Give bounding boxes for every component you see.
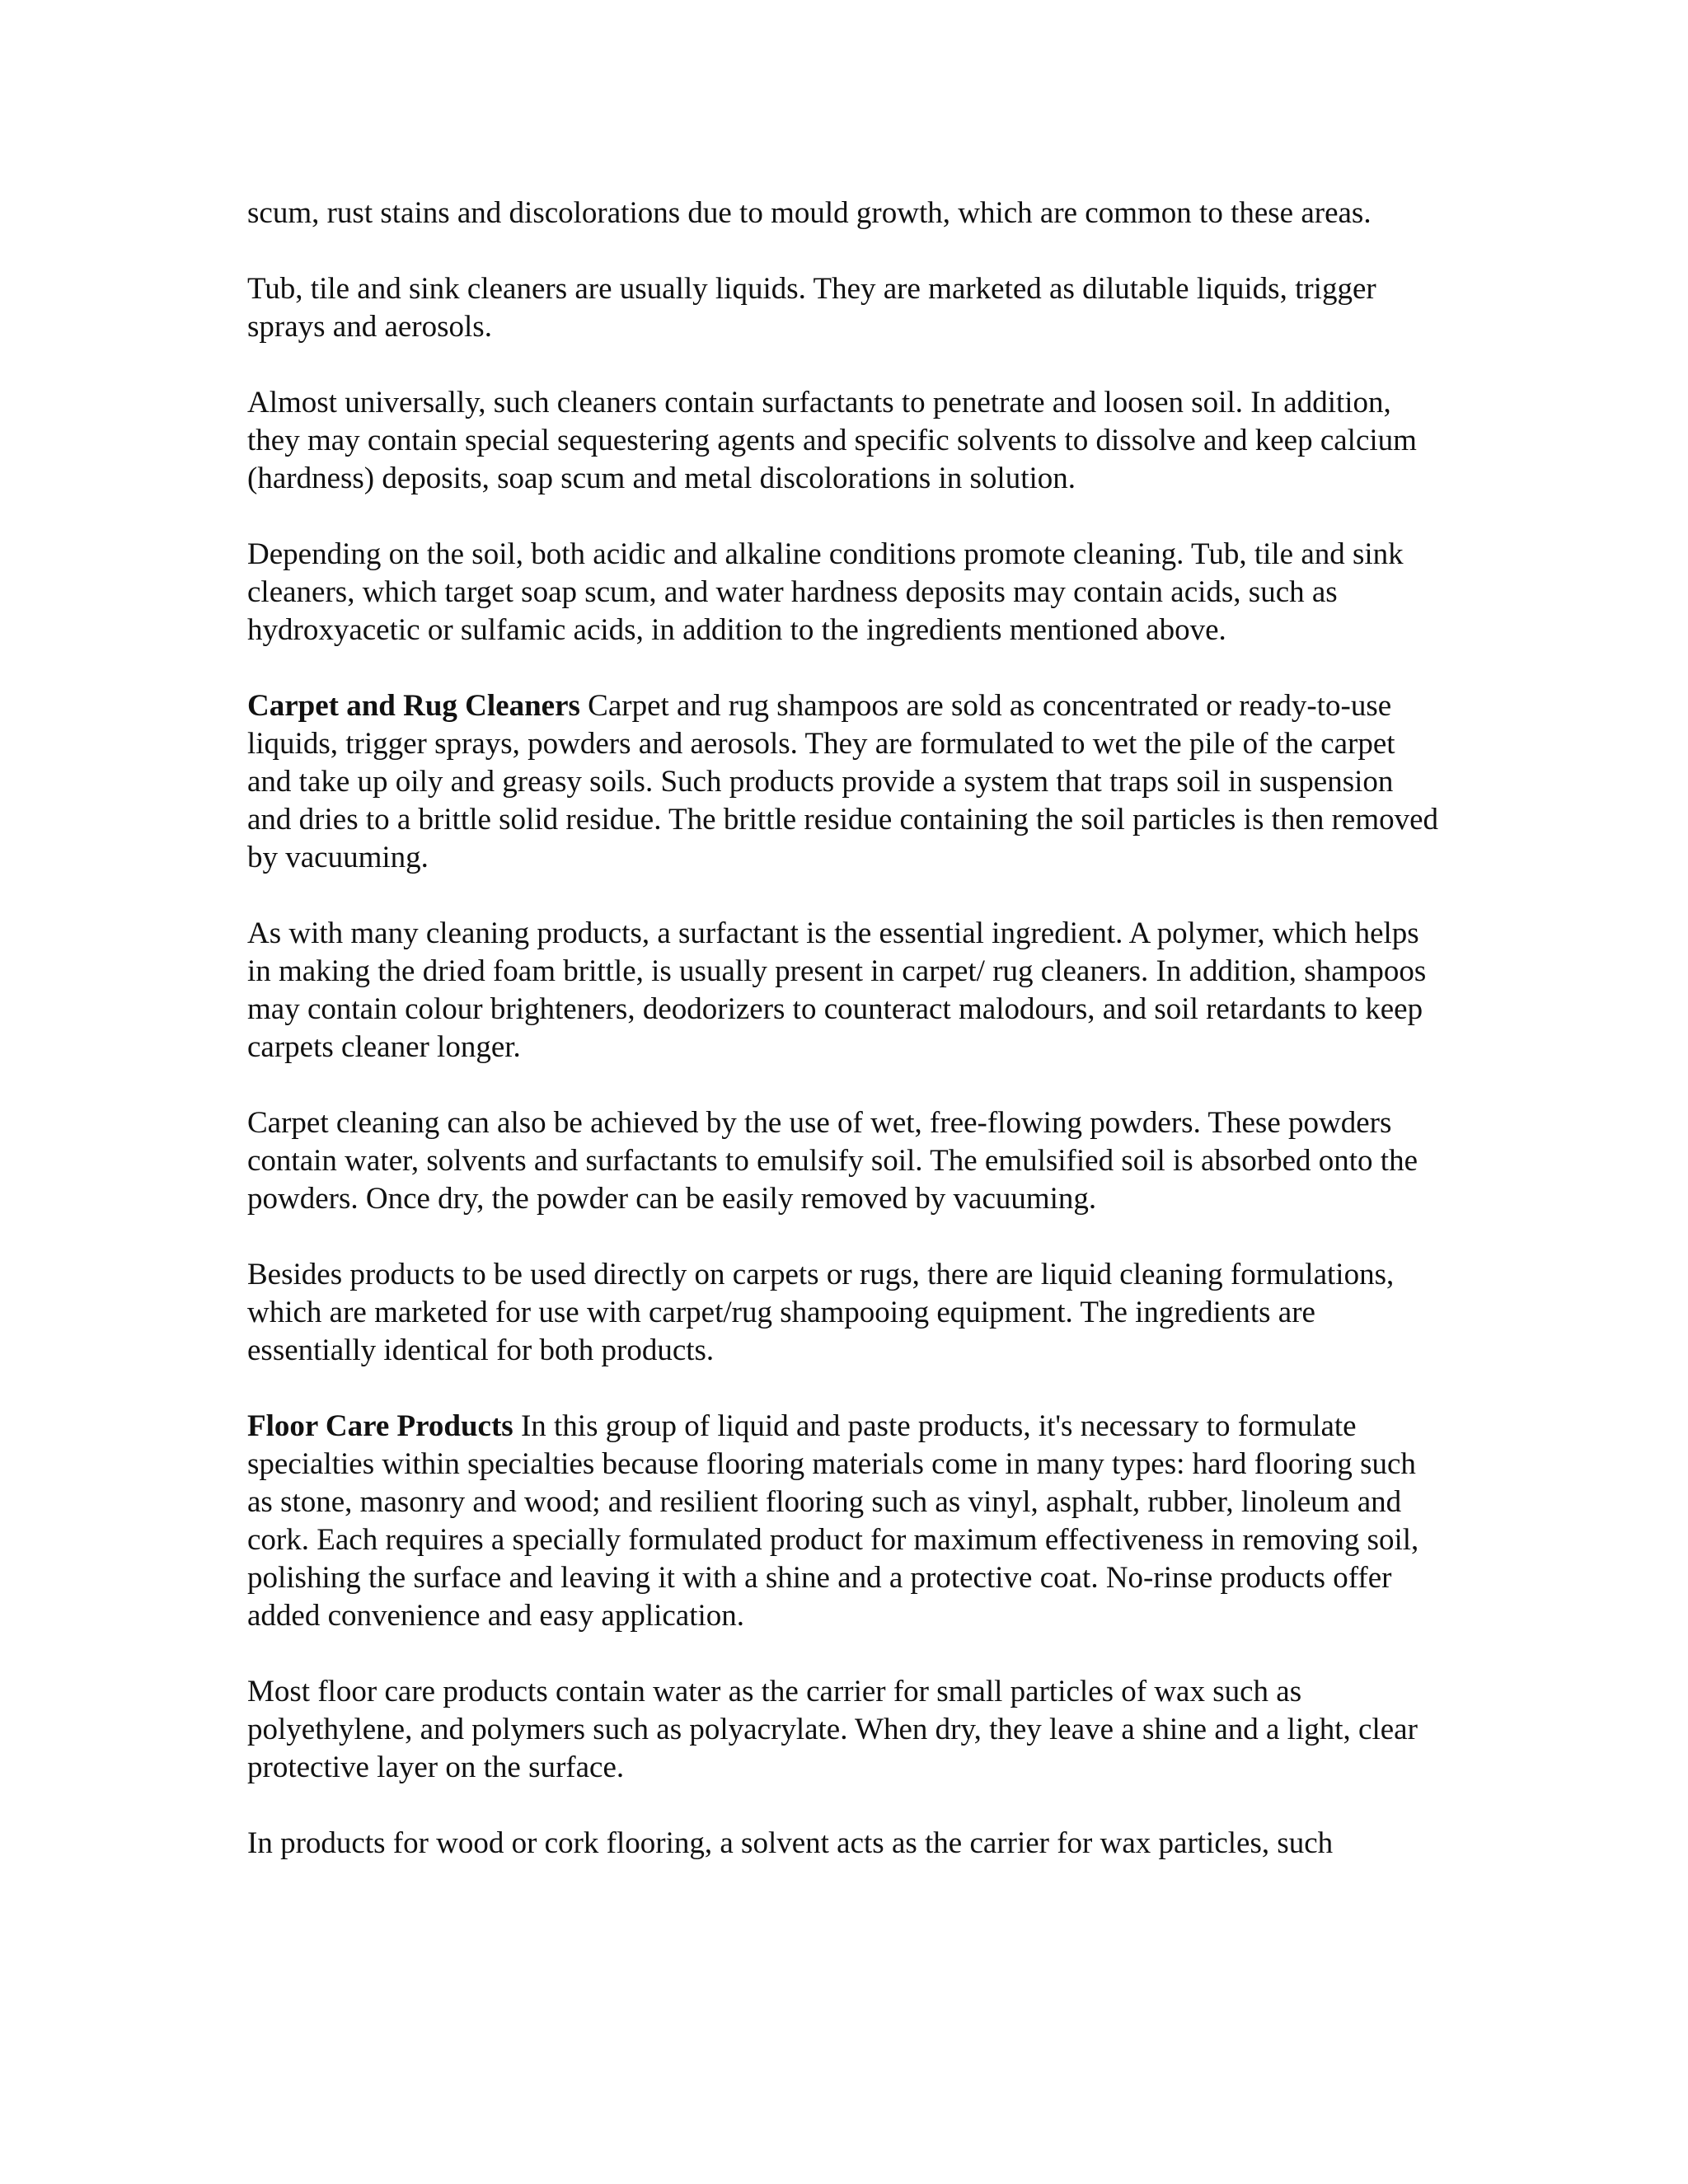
document-page xyxy=(247,194,1442,1863)
floor-intro-text: In this group of liquid and paste products, it's necessary to formulate specialties within specialties because flooring materials come in many types: hard flooring such as stone, masonry and wood; and resilient flooring such as vinyl, asphalt, rubber, linoleum and cork. Each requires a specially formulated product for maximum effectiveness in removing soil, polishing the surface and leaving it with a shine and a protective coat. No-rinse products offer added convenience and easy application. xyxy=(247,1409,1419,1633)
paragraph-floor-intro xyxy=(247,1408,1442,1635)
paragraph-surfactants: Almost universally, such cleaners contain surfactants to penetrate and loosen soil. In addition, they may contain special sequestering agents and specific solvents to dissolve and keep calcium (hardness) deposits, soap scum and metal discolorations in solution. xyxy=(247,386,1417,495)
paragraph-tub-tile-forms: Tub, tile and sink cleaners are usually liquids. They are marketed as dilutable liquids, trigger sprays and aerosols. xyxy=(247,272,1376,344)
carpet-intro-text: Carpet and rug shampoos are sold as concentrated or ready-to-use liquids, trigger sprays, powders and aerosols. They are formulated to wet the pile of the carpet and take up oily and greasy soils. Such products provide a system that traps soil in suspension and dries to a brittle solid residue. The brittle residue containing the soil particles is then removed by vacuuming. xyxy=(247,689,1439,874)
paragraph-carpet-powders: Carpet cleaning can also be achieved by the use of wet, free-flowing powders. These powders contain water, solvents and surfactants to emulsify soil. The emulsified soil is absorbed onto the powders. Once dry, the powder can be easily removed by vacuuming. xyxy=(247,1106,1418,1216)
paragraph-carpet-equipment: Besides products to be used directly on carpets or rugs, there are liquid cleaning formulations, which are marketed for use with carpet/rug shampooing equipment. The ingredients are essentially identical for both products. xyxy=(247,1258,1395,1367)
paragraph-carpet-surfactant: As with many cleaning products, a surfactant is the essential ingredient. A polymer, which helps in making the dried foam brittle, is usually present in carpet/ rug cleaners. In addition, shampoos may contain colour brighteners, deodorizers to counteract malodours, and soil retardants to keep carpets cleaner longer. xyxy=(247,916,1427,1064)
paragraph-carpet-intro xyxy=(247,687,1442,877)
paragraph-scum-intro: scum, rust stains and discolorations due to mould growth, which are common to these areas. xyxy=(247,196,1372,230)
paragraph-floor-solvent-carrier: In products for wood or cork flooring, a solvent acts as the carrier for wax particles, such xyxy=(247,1826,1334,1860)
paragraph-floor-water-carrier: Most floor care products contain water as the carrier for small particles of wax such as polyethylene, and polymers such as polyacrylate. When dry, they leave a shine and a light, clear protective layer on the surface. xyxy=(247,1675,1418,1784)
paragraph-acidic-alkaline: Depending on the soil, both acidic and alkaline conditions promote cleaning. Tub, tile and sink cleaners, which target soap scum, and water hardness deposits may contain acids, such as hydroxyacetic or sulfamic acids, in addition to the ingredients mentioned above. xyxy=(247,537,1404,647)
section-heading-carpet: Carpet and Rug Cleaners xyxy=(247,689,580,723)
section-heading-floor: Floor Care Products xyxy=(247,1409,513,1443)
